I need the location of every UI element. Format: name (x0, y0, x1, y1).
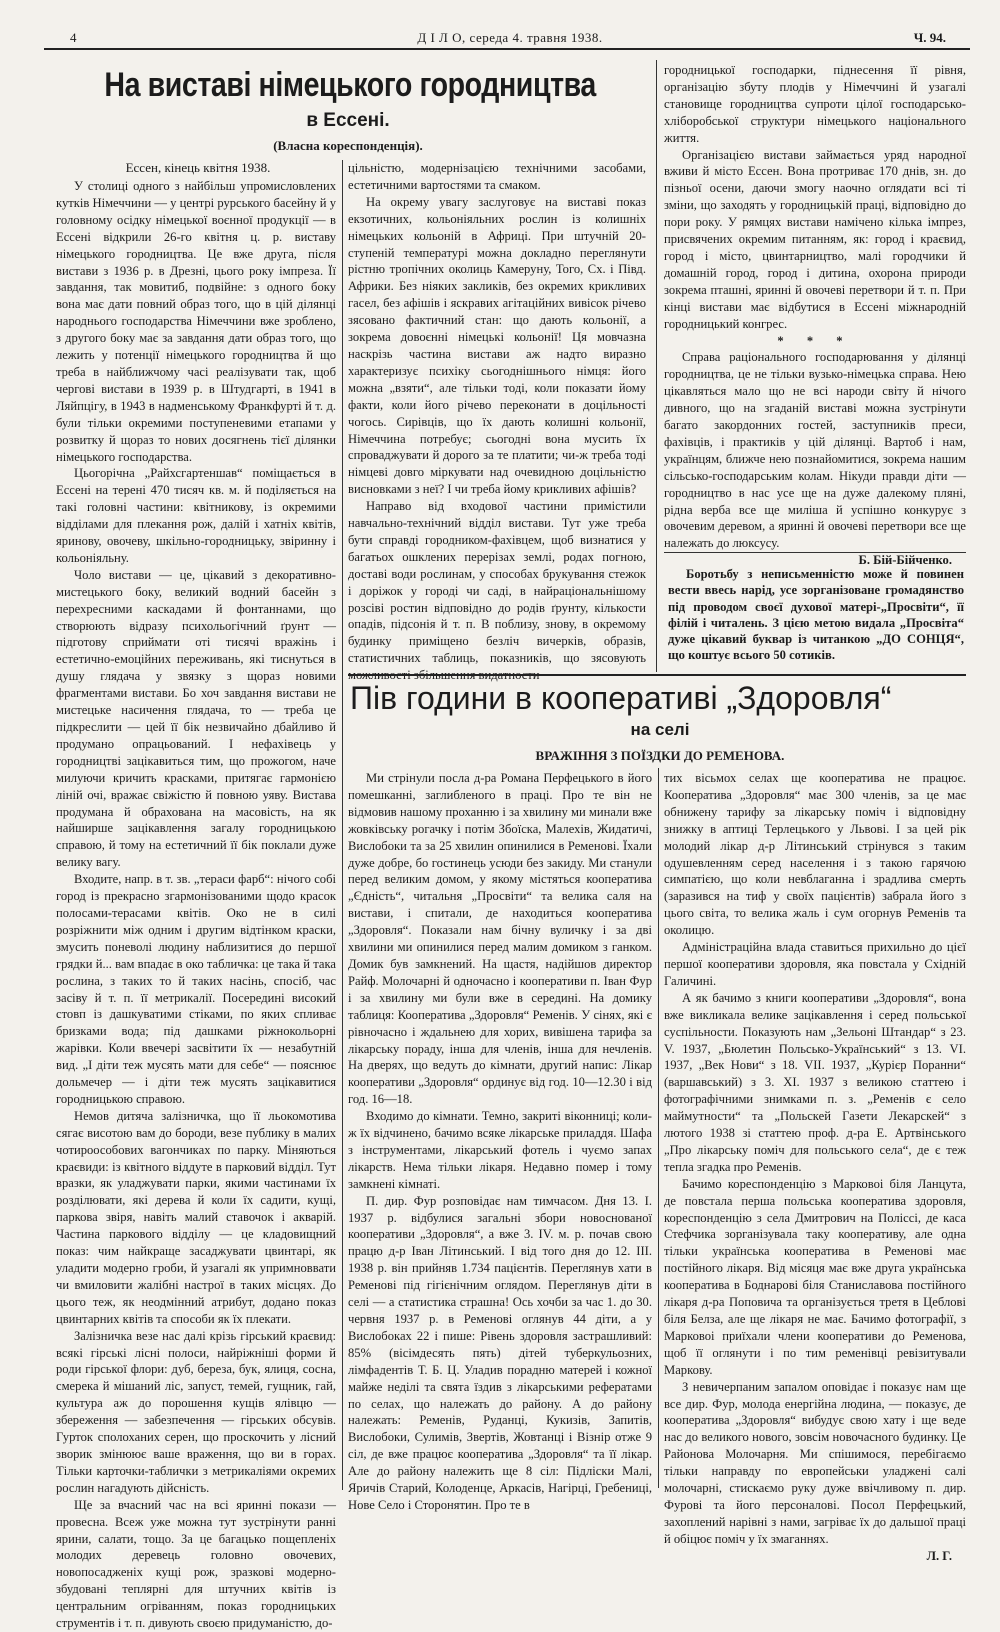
paragraph: тих вісьмох селах ще кооператива не працює. Кооператива „Здоровля“ має 300 членів, за це має обнижену тарифу за лікарську поміч і відповідну знижку в аптиці Терлецького у Львові. І за цей рік молодий лікар д-р Літинський стрінувся з таким одушевленням серед населення і з такою гарячою симпатією, що коли невблаганна і зрадлива смерть (заразився на тиф у своїх пацієнтів) забрала його з цього світа, то велика жаль і сум огорнув Ременів та околицю. (664, 771, 966, 938)
article1-subtitle: в Ессені. (306, 110, 390, 131)
paragraph: городницької господарки, піднесення її рівня, організацію збуту плодів у Німеччині й узагалі становище городництва супроти цілої господарсько-хліборобської структури німецького національного життя. (664, 63, 966, 145)
article2-column-right (664, 770, 966, 1563)
article1-signature: Б. Бій-Бійченко. (858, 553, 952, 568)
article1-dateline: Ессен, кінець квітня 1938. (125, 160, 271, 175)
paragraph: П. дир. Фур розповідає нам тимчасом. Дня 13. І. 1937 р. відбулися загальні збори новоснованої кооперативи „Здоровля“, а вже 3. IV. м. р. почав свою працю д-р Іван Літинський. І від того дня до 12. III. 1938 р. він прийняв 1.734 пацієнтів. Переглянув хати в Ременові під гігієнічним оглядом. Переглянув діти в селі — а статистика страшна! Ось хочби за час 1. до 30. червня 1937 р. в Ременові оглянув 44 діти, а у Вислобоках 22 і пише: Рівень здоровля застрашливий: 85% (вісімдесять пять) дітей туберкульозних, лімфадентів Т. Б. Ц. Уладив порадню матерей і кожної майже неділі та свята їздив з лікарськими рефератами по селах, що належать до району. А до району належать: Ременів, Руданці, Кукизів, Запитів, Вислобоки, Сулимів, Звертів, Жовтанці і Візнір отже 9 сіл, де вже працює кооператива „Здоровля“ та її лікар. Але до району належить ще 8 сіл: Підліски Малі, Яричів Старий, Колоденце, Аркасів, Нагірці, Гребениці, Нове Село і Сторонятин. Про те в (348, 1193, 652, 1512)
paragraph: Направо від входової частини примістили навчально-технічний відділ вистави. Тут уже треба бути справді городником-фахівцем, щоб визнатися у багатьох ошклених перерізах землі, родах погною, доставі води рослинам, у способах брукування стежок і доріжок у городі чи саді, в найраціональнішому розсіві ростин відповідно до родів ґрунту, кількости опадів, підсонія й т. п. В поблизу, знову, в окремому будинку приміщено безліч вичерків, образів, статистичних таблиць, показників, що зясовують можливості збільшення видатности (348, 499, 646, 683)
masthead-rule (44, 48, 970, 50)
article2-subtitle: на селі (630, 720, 690, 739)
article-separator (348, 674, 966, 676)
article1-column-2 (348, 160, 646, 683)
issue-number: Ч. 94. (913, 30, 946, 45)
paragraph: Цьогорічна „Райхсгартеншав“ поміщається в Ессені на терені 470 тисяч кв. м. й поділяється на такі головні частини: квітникову, із окремими відділами для плекання рож, далій і хатніх квітів, яринову, овочеву, шкільно-городницьку, звіринну і кольоніяльну. (56, 466, 336, 565)
paragraph: На окрему увагу заслуговує на виставі показ екзотичних, кольоніяльних рослин із колишніх німецьких кольоній в Африці. При штучній 20-ступеній температурі можна докладно переглянути рістню тропічних околиць Камеруну, Того, Сх. і Півд. Африки. Без ніяких закликів, без окремих крикливих гасел, без афішів і яскравих агітаційних вивісок річево зясовано фактичний стан: що дають кольонії, а зокрема довоєнні німецькі кольонії! Ця мовчазна наскрізь частина вистави аж надто виразно характеризує психіку сьогоднішнього німця: його можна „взяти“, але тільки тоді, коли показати йому факти, коли його річево переконати в доцільності чогось. Сирівців, що їх дають колишні кольонії, Німеччина потребує; сьогодні вона мусить їх спроваджувати й дорого за те платити; чи-ж треба тоді німцеві довго міркувати над очевидною доцільністю висновками з неї? І чи треба йому крикливих афішів? (348, 194, 646, 497)
paragraph: У столиці одного з найбільш упромисловлених кутків Німеччини — у центрі рурського басейну й у головному осідку німецької воєнної продукції — в Ессені відкрили 26-го квітня ц. р. виставу німецького городництва. Це вже друга, після вистави з 1936 р. в Дрезні, цього року імпреза. Її завдання, так мовитиб, подвійне: з одного боку вона має дати повний образ того, що в цій ділянці народнього господарства Німеччини вже зроблено, з другого боку має за завдання дати образ того, що лежить у потенції німецького городництва й що треба в найближчому часі реалізувати так, щоб чергові вистави в 1939 р. в Штудгарті, в 1941 в Ляйпцігу, в 1943 в надменському Франкфурті й т. д. були тільки окремими поступеневими етапами у розвитку й щораз то нових досягнень тієї ділянки німецького господарства. (56, 179, 336, 464)
paragraph: Бачимо кореспонденцію з Марковоі біля Ланцута, де повстала перша польська кооператива здоровля, кореспонденцію з села Дмитрович на Поліссі, де каса Стефчика зорганізувала таку кооперативу, але одна тільки українська кооператива в Ременові має постійного лікаря. Від місяця має вже друга українська кооператива в Боднарові біля Станиславова постійного лікаря д-ра Поповича та організується третя в Цеблові біля Белза, але ще лікаря не має. Бачимо фотографії, з Марковоі приїхали члени кооперативи до Ременова, щоб її оглянути і по тим ременівці ревізитували Маркову. (664, 1176, 966, 1377)
paragraph: Немов дитяча залізничка, що її льокомотива сягає висотою вам до бороди, везе публику в малих чотироособових вагончиках по парку. Міняються краєвиди: із квітного віддуте в парковий відділ. Тут вразки, як уладжувати парки, якими частинами їх розділювати, які дерева й коли їх садити, кущі, паркова звіря, навіть малий ставочок і акварій. Частина паркового відділу — це кладовищний показ: чим найкраще засаджувати цвинтарі, як уладити модерно гроби, й узагалі як упримноввати чи вмиловити жалібні настрої в таких місцях. До цього теж, як неодмінний атрибут, додано показ цвинтарних квітів та способи як їх плекати. (56, 1108, 336, 1326)
paragraph: Входите, напр. в т. зв. „тераси фарб“: нічого собі город із прекрасно згармонізованими щодо красок полосами-терасами квітів. Око не в силі розріжнити між одним і другим відтінком краски, змусить поневолі людину наблизитися до першої грядки й... вам впадає в око табличка: це така й така рослина, з таких то й таких насінь, спосіб, час засіву й т. п. її метрикалії. Посередині високий стовп із дашкуватими стіками, по яких спливає бризками вода; під дашками ріжнокольорні жарівки. Коли ввечері засвітити їх — незабутній вид. „І діти теж мусять мати для себе“ — пояснює дольмечер — і діти теж мусять зацікавитися городницькою справою. (56, 872, 336, 1106)
section-stars: * * * (777, 333, 853, 348)
paragraph: Ми стрінули посла д-ра Романа Перфецького в його помешканні, заглибленого в праці. Про те він не відмовив нашому проханню і за хвилину ми минали вже жовківську рогачку і потім Збоїска, Малехів, Жидатичі, Вислобоки та за 25 хвилин опинилися в Ременові. Їхали дуже добре, бо гостинець усюди без закиду. Ми станули перед великим домом, у якому містяться кооператива „Єдність“, читальня „Просвіти“ та велика саля на вистави, і спитали, де находиться кооператива „Здоровля“. Показали нам бічну вуличку і за дві хвилини ми опинилися перед малим домиком з ганком. Домик був замкнений. На щастя, надійшов директор Райф. Молочарні й одночасно і кооперативи п. Іван Фур і за хвилину ми були вже в середині. На домику таблиця: Кооператива „Здоровля“ Ременів. У сінях, які є рівночасно і ждальнею для хорих, вивішена тарифа за лікарську пораду, інша для членів, інша для нечленів. На дверях, що ведуть до кімнати, другий напис: Лікар кооперативи „Здоровля“ ординує від год. 10—12.30 і від год. 16—18. (348, 771, 652, 1107)
paragraph: Справа раціонального господарювання у ділянці городництва, це не тільки вузько-німецька справа. Нею цікавляться мало що не всі народи світу й нічого дивного, що на згаданій виставі можна зустрінути багато закордонних гостей, заступників преси, фахівців, і практиків у цій ділянці. Вартоб і нам, українцям, ближче нею познайомитися, зокрема нашим сільсько-господарським колам. Нікуди правди діти — городництво в нас усе ще на дуже далекому пляні, рідна верба все ще миліша й успішно конкурує з овочевим деревом, а яринні й овочеві перетвори все ще належать до люксусу. (664, 350, 966, 551)
paragraph: Чоло вистави — це, цікавий з декоративно-мистецького боку, великий водний басейн з перехресними каскадами й фонтаннами, що створюють відразу психольогічний ґрунт — підготову сприймати оті тисячі вражінь і естетично-емоційних переживань, які тиснуться в душу глядача у звязку з щораз новими фрагментами вистави. Бо хоч завдання вистави не мистецьке насичення глядача, то — треба це підкреслити — цей її бік незвичайно дбайливо й продумано опрацьований. І нефахівець у городництві зацікавиться тим, що прожогом, наче милуючи кричить красками, притягає гармонією ліній очі, вражає свіжістю й повною уяву. Вистава продумана й обрахована на масовість, на як найширше зацікавлення загалу городницькою справою, й тому на естетичний її бік поклали дуже велику вагу. (56, 567, 336, 870)
article1-title: На виставі німецького городництва (104, 66, 596, 104)
column-divider (342, 160, 343, 1490)
paragraph: Входимо до кімнати. Темно, закриті віконниці; коли-ж їх відчинено, бачимо всяке лікарське приладдя. Шафа з інструментами, лікарський фотель і чуємо запах лікарств. Нема тільки лікаря. Недавно помер і тому замкнені кімнаті. (348, 1109, 652, 1191)
article1-column-1 (56, 178, 336, 1631)
article1-column-3 (664, 62, 966, 568)
column-divider (656, 60, 657, 672)
notice-text: Боротьбу з неписьменністю може й повинен вести ввесь нарід, усе зорганізоване громадянство під проводом своєї духової матері-„Просвіти“, її філій і читалень. З цією метою видала „Просвіта“ дуже цікавий буквар із читанкою „ДО СОНЦЯ“, що коштує всього 50 сотиків. (668, 567, 964, 663)
page-number: 4 (70, 30, 77, 45)
paragraph: Залізничка везе нас далі крізь гірський краєвид: всякі гірські лісні полоси, найріжніші форми й роди гірської флори: дуб, береза, бук, ялиця, сосна, смерека й мішаний ліс, запуст, темей, гущник, гай, культура аж до порошення кущів ялівцю — збереження — забезпечення — гірських обсувів. Гурток сполоханих серен, що проскочить у лісний зворик змінюює ваше враження, що ви в горах. Тільки карточки-таблички з метрикаліями окремих рослин нагадують дійсність. (56, 1328, 336, 1495)
article2-signature: Л. Г. (926, 1548, 952, 1563)
paragraph: цільністю, модернізацією технічними засобами, естетичними вартостями та смаком. (348, 161, 646, 192)
article2-column-left (348, 770, 652, 1512)
paragraph: Ще за вчасний час на всі яринні покази — провесна. Всеж уже можна тут зустрінути ранні ярини, салати, тощо. За це багацько пощепленіх молодих деревець головно овочевих, новопосадженіх кущі рож, зразкові модерно-збудовані теплярні для штучних квітів із центральним огріванням, показ городницьких струментів і т. п. дивують своєю придуманістю, до- (56, 1497, 336, 1631)
article1-byline: (Власна кореспонденція). (273, 138, 423, 153)
article2-title: Пів години в кооперативі „Здоровля“ (350, 680, 892, 716)
masthead (52, 28, 968, 48)
newspaper-name: Д І Л О, (417, 30, 466, 45)
paragraph: Організацією вистави займається уряд народної вживи й місто Ессен. Вона протриває 170 днів, зн. до пізньої осени, даючи змогу наочно оглядати всі ті зміни, що заходять у городницькій праці, відповідно до пори року. У рямцях вистави намічено кілька імпрез, присвячених окремим питанням, як: город і краєвид, город і місто, цвинтарництво, малі городчики й домашній город, город і дитина, охорона природи зокрема пташні, яринні й овочеві перетвори й т. п. При кінці вистави має відбутися в Ессені міжнародній городницький конгрес. (664, 147, 966, 331)
article2-kicker: ВРАЖІННЯ З ПОЇЗДКИ ДО РЕМЕНОВА. (535, 748, 785, 763)
notice-rule (664, 552, 966, 553)
column-divider (658, 768, 659, 1488)
issue-date: середа 4. травня 1938. (469, 30, 603, 45)
paragraph: А як бачимо з книги кооперативи „Здоровля“, вона вже викликала велике зацікавлення і серед польської суспільности. Показують нам „Зельоні Штандар“ з 23. V. 1937, „Бюлетин Польсько-Український“ з 13. VI. 1937, „Век Нови“ з 18. VII. 1937, „Курієр Поранни“ (варшавський) з 3. XI. 1937 з великою статтею і фотографічними знимками п. з. „Ременів є село маймутности“ та „Польскей Газети Лекарскей“ з лютого 1938 зі статтею проф. д-ра Е. Артвінського „Про лікарську поміч для польського села“, де є теж тепла згадка про Ременів. (664, 990, 966, 1174)
masthead-center (52, 30, 968, 46)
prosvita-notice (668, 566, 964, 664)
paragraph: Адміністраційна влада ставиться прихильно до цієї першої кооперативи здоровля, яка повстала у Східній Галичині. (664, 940, 966, 988)
paragraph: З невичерпаним запалом оповідає і показує нам ще все дир. Фур, молода енергійна людина, — показує, де кооператива „Здоровля“ вибудує свою хату і ще веде нас до великого нового, зовсім новочасного будинку. Це Районова Молочарня. Ми спішимося, перебігаємо тільки направду по европейськи уладжені салі молочарні, стискаємо руку дуже ввічливому п. дир. Фурові та його персоналові. Посол Перфецький, захоплений нарівні з нами, загріває їх до дальшої праці й обіцює поміч у їх змаганнях. (664, 1379, 966, 1546)
